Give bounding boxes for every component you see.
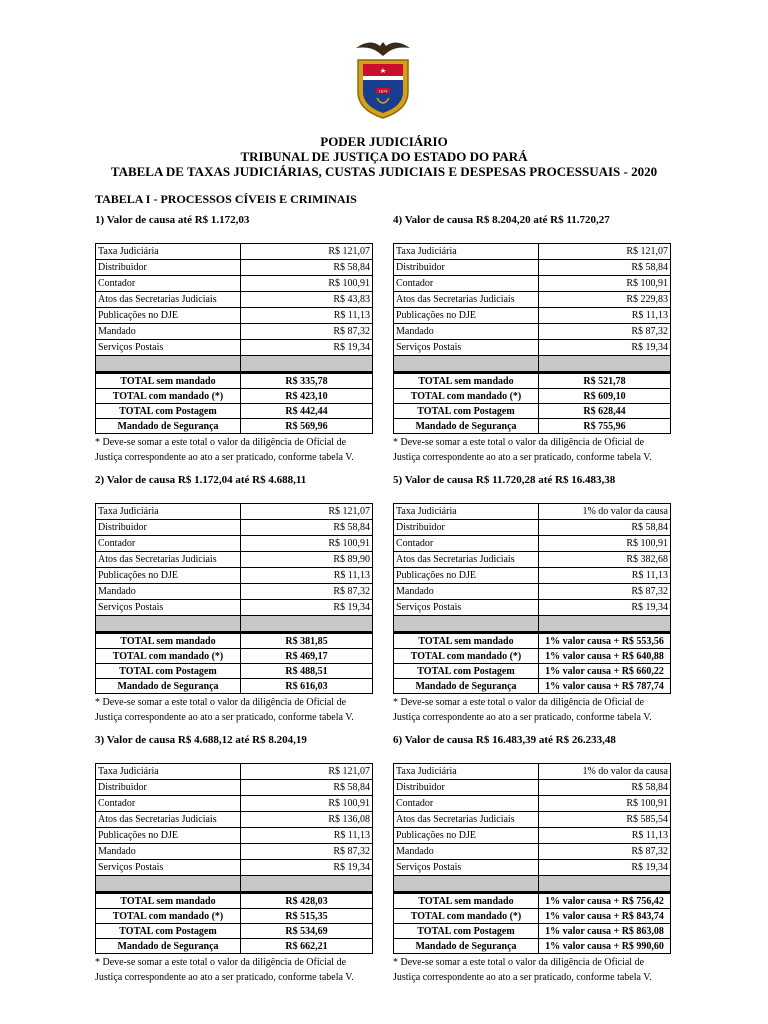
fee-items-table (393, 763, 671, 892)
totals-table (95, 892, 373, 954)
table-row (394, 860, 671, 876)
fee-item-label: Publicações no DJE (96, 568, 241, 584)
fee-item-label: Distribuidor (394, 780, 539, 796)
total-value: 1% valor causa + R$ 863,08 (539, 924, 671, 939)
total-value: R$ 662,21 (241, 939, 373, 954)
total-value: 1% valor causa + R$ 843,74 (539, 909, 671, 924)
table-row (394, 340, 671, 356)
fee-item-label: Mandado (394, 844, 539, 860)
total-label: TOTAL com mandado (*) (394, 909, 539, 924)
fee-item-label: Atos das Secretarias Judiciais (96, 812, 241, 828)
spacer-row (96, 356, 373, 372)
total-value: 1% valor causa + R$ 660,22 (539, 664, 671, 679)
total-label: TOTAL sem mandado (394, 893, 539, 909)
footnote-line: Justiça correspondente ao ato a ser praticado, conforme tabela V. (393, 972, 652, 983)
fee-item-value: R$ 43,83 (241, 292, 373, 308)
fee-item-value: R$ 58,84 (539, 520, 671, 536)
fee-item-label: Serviços Postais (96, 340, 241, 356)
total-label: Mandado de Segurança (394, 939, 539, 954)
fee-item-label: Distribuidor (96, 260, 241, 276)
fee-item-value: 1% do valor da causa (539, 764, 671, 780)
table-row (394, 924, 671, 939)
footnote-line: * Deve-se somar a este total o valor da diligência de Oficial de (95, 697, 347, 708)
table-row (96, 504, 373, 520)
table-row (96, 308, 373, 324)
table-row (96, 812, 373, 828)
fee-item-value: R$ 58,84 (241, 520, 373, 536)
table-row (96, 924, 373, 939)
table-row (96, 909, 373, 924)
table-row (394, 552, 671, 568)
total-label: TOTAL sem mandado (96, 633, 241, 649)
fee-item-value: R$ 11,13 (241, 308, 373, 324)
total-label: TOTAL com mandado (*) (394, 649, 539, 664)
fee-item-value: R$ 11,13 (241, 828, 373, 844)
fee-item-value: R$ 58,84 (539, 260, 671, 276)
fee-item-value: R$ 121,07 (241, 764, 373, 780)
footnote-line: Justiça correspondente ao ato a ser praticado, conforme tabela V. (95, 452, 354, 463)
total-label: TOTAL com Postagem (394, 924, 539, 939)
total-value: R$ 381,85 (241, 633, 373, 649)
total-label: TOTAL com Postagem (96, 664, 241, 679)
total-value: R$ 515,35 (241, 909, 373, 924)
fee-item-value: R$ 11,13 (539, 308, 671, 324)
table-row (394, 764, 671, 780)
table-row (96, 276, 373, 292)
total-value: R$ 442,44 (241, 404, 373, 419)
fee-item-label: Taxa Judiciária (96, 764, 241, 780)
total-value: R$ 423,10 (241, 389, 373, 404)
fee-item-label: Contador (96, 276, 241, 292)
table-row (96, 649, 373, 664)
table-row (96, 292, 373, 308)
spacer-row (394, 356, 671, 372)
total-value: R$ 628,44 (539, 404, 671, 419)
fee-item-label: Atos das Secretarias Judiciais (394, 552, 539, 568)
fee-item-label: Distribuidor (394, 520, 539, 536)
total-label: TOTAL com Postagem (96, 924, 241, 939)
total-value: R$ 755,96 (539, 419, 671, 434)
table-row (394, 584, 671, 600)
fee-item-value: R$ 229,83 (539, 292, 671, 308)
fee-block-title: 3) Valor de causa R$ 4.688,12 até R$ 8.204,19 (95, 734, 307, 746)
table-row (96, 568, 373, 584)
table-row (394, 939, 671, 954)
fee-items-table (95, 503, 373, 632)
fee-item-value: R$ 89,90 (241, 552, 373, 568)
total-label: TOTAL com mandado (*) (394, 389, 539, 404)
header-line-3: TABELA DE TAXAS JUDICIÁRIAS, CUSTAS JUDICIAIS E DESPESAS PROCESSUAIS - 2020 (110, 164, 658, 179)
fee-item-value: R$ 19,34 (241, 600, 373, 616)
fee-item-label: Publicações no DJE (96, 308, 241, 324)
fee-item-label: Atos das Secretarias Judiciais (394, 812, 539, 828)
fee-item-label: Mandado (96, 324, 241, 340)
footnote-line: * Deve-se somar a este total o valor da diligência de Oficial de (393, 437, 645, 448)
fee-item-value: R$ 58,84 (241, 260, 373, 276)
table-row (394, 536, 671, 552)
footnote (393, 955, 670, 985)
table-row (394, 324, 671, 340)
spacer-row (394, 616, 671, 632)
table-row (96, 389, 373, 404)
fee-item-label: Mandado (96, 844, 241, 860)
footnote-line: * Deve-se somar a este total o valor da diligência de Oficial de (95, 957, 347, 968)
fee-item-value: R$ 100,91 (539, 536, 671, 552)
fee-item-label: Serviços Postais (394, 600, 539, 616)
table-row (394, 780, 671, 796)
footnote-line: * Deve-se somar a este total o valor da diligência de Oficial de (393, 957, 645, 968)
fee-item-value: R$ 382,68 (539, 552, 671, 568)
spacer-row (394, 876, 671, 892)
fee-item-label: Contador (394, 276, 539, 292)
table-row (96, 844, 373, 860)
table-row (96, 664, 373, 679)
footnote (393, 695, 670, 725)
table-row (96, 244, 373, 260)
table-row (96, 860, 373, 876)
table-row (394, 292, 671, 308)
fee-item-label: Distribuidor (96, 520, 241, 536)
table-row (394, 504, 671, 520)
fee-item-label: Mandado (394, 324, 539, 340)
fee-item-label: Publicações no DJE (96, 828, 241, 844)
total-value: R$ 609,10 (539, 389, 671, 404)
fee-item-label: Publicações no DJE (394, 828, 539, 844)
fee-item-label: Distribuidor (394, 260, 539, 276)
table-row (96, 536, 373, 552)
footnote-line: Justiça correspondente ao ato a ser praticado, conforme tabela V. (393, 452, 652, 463)
fee-item-value: R$ 19,34 (539, 600, 671, 616)
fee-item-value: R$ 100,91 (241, 276, 373, 292)
total-value: 1% valor causa + R$ 756,42 (539, 893, 671, 909)
fee-item-value: R$ 121,07 (241, 244, 373, 260)
fee-items-table (95, 243, 373, 372)
fee-item-label: Mandado (96, 584, 241, 600)
totals-table (393, 632, 671, 694)
fee-item-label: Taxa Judiciária (96, 244, 241, 260)
fee-block (393, 733, 670, 985)
table-row (96, 584, 373, 600)
table-row (394, 404, 671, 419)
fee-block-title: 5) Valor de causa R$ 11.720,28 até R$ 16.483,38 (393, 474, 616, 486)
fee-item-value: R$ 19,34 (241, 340, 373, 356)
fee-item-value: R$ 11,13 (539, 828, 671, 844)
table-row (96, 520, 373, 536)
fee-item-value: R$ 11,13 (539, 568, 671, 584)
total-label: Mandado de Segurança (394, 679, 539, 694)
fee-block (95, 473, 372, 725)
fee-block (95, 733, 372, 985)
total-value: R$ 569,96 (241, 419, 373, 434)
fee-item-label: Publicações no DJE (394, 568, 539, 584)
table-row (96, 419, 373, 434)
table-row (394, 679, 671, 694)
table-row (394, 893, 671, 909)
total-label: Mandado de Segurança (394, 419, 539, 434)
fee-item-label: Contador (394, 536, 539, 552)
total-label: TOTAL sem mandado (394, 633, 539, 649)
total-value: R$ 469,17 (241, 649, 373, 664)
table-row (394, 844, 671, 860)
fee-item-label: Serviços Postais (96, 600, 241, 616)
table-row (96, 600, 373, 616)
fee-item-value: R$ 58,84 (539, 780, 671, 796)
fee-item-value: R$ 136,08 (241, 812, 373, 828)
totals-table (393, 892, 671, 954)
fee-item-value: R$ 87,32 (241, 584, 373, 600)
fee-item-value: R$ 121,07 (539, 244, 671, 260)
total-label: Mandado de Segurança (96, 419, 241, 434)
totals-table (95, 632, 373, 694)
fee-item-label: Taxa Judiciária (394, 244, 539, 260)
fee-items-table (95, 763, 373, 892)
fee-block (393, 473, 670, 725)
fee-block (393, 213, 670, 465)
fee-item-label: Contador (394, 796, 539, 812)
table-row (96, 324, 373, 340)
fee-block-title: 1) Valor de causa até R$ 1.172,03 (95, 214, 250, 226)
table-row (96, 340, 373, 356)
total-value: R$ 335,78 (241, 373, 373, 389)
table-row (394, 796, 671, 812)
table-row (96, 260, 373, 276)
fee-item-label: Mandado (394, 584, 539, 600)
table-row (96, 404, 373, 419)
table-row (394, 649, 671, 664)
fee-item-value: R$ 11,13 (241, 568, 373, 584)
total-value: 1% valor causa + R$ 640,88 (539, 649, 671, 664)
coat-of-arms-icon (350, 36, 416, 122)
total-value: R$ 521,78 (539, 373, 671, 389)
fee-item-value: R$ 121,07 (241, 504, 373, 520)
total-label: Mandado de Segurança (96, 679, 241, 694)
total-label: TOTAL com Postagem (394, 664, 539, 679)
fee-item-value: R$ 100,91 (241, 796, 373, 812)
footnote-line: Justiça correspondente ao ato a ser praticado, conforme tabela V. (95, 712, 354, 723)
total-value: R$ 488,51 (241, 664, 373, 679)
table-row (394, 244, 671, 260)
total-value: R$ 428,03 (241, 893, 373, 909)
total-value: R$ 534,69 (241, 924, 373, 939)
table-row (394, 520, 671, 536)
footnote-line: Justiça correspondente ao ato a ser praticado, conforme tabela V. (95, 972, 354, 983)
fee-item-label: Taxa Judiciária (394, 764, 539, 780)
spacer-row (96, 616, 373, 632)
fee-item-value: R$ 100,91 (539, 276, 671, 292)
fee-item-label: Atos das Secretarias Judiciais (394, 292, 539, 308)
table-row (96, 893, 373, 909)
total-value: 1% valor causa + R$ 553,56 (539, 633, 671, 649)
fee-item-value: 1% do valor da causa (539, 504, 671, 520)
footnote (95, 955, 372, 985)
fee-item-label: Serviços Postais (96, 860, 241, 876)
table-row (96, 780, 373, 796)
emblem-year: 1874 (378, 89, 388, 94)
fee-item-value: R$ 19,34 (539, 860, 671, 876)
fee-item-value: R$ 87,32 (539, 844, 671, 860)
document-header (0, 134, 768, 179)
table-row (394, 373, 671, 389)
totals-table (393, 372, 671, 434)
fee-item-value: R$ 19,34 (241, 860, 373, 876)
table-row (394, 260, 671, 276)
total-label: TOTAL sem mandado (96, 893, 241, 909)
total-label: TOTAL com Postagem (96, 404, 241, 419)
total-label: TOTAL com mandado (*) (96, 909, 241, 924)
footnote (95, 435, 372, 465)
table-row (394, 664, 671, 679)
fee-item-value: R$ 585,54 (539, 812, 671, 828)
fee-items-table (393, 243, 671, 372)
fee-item-value: R$ 87,32 (539, 324, 671, 340)
fee-block-title: 4) Valor de causa R$ 8.204,20 até R$ 11.720,27 (393, 214, 610, 226)
fee-block (95, 213, 372, 465)
fee-item-label: Taxa Judiciária (96, 504, 241, 520)
total-label: TOTAL com Postagem (394, 404, 539, 419)
fee-item-label: Atos das Secretarias Judiciais (96, 552, 241, 568)
table-row (96, 939, 373, 954)
spacer-row (96, 876, 373, 892)
table-row (96, 764, 373, 780)
table-row (394, 909, 671, 924)
table-row (96, 552, 373, 568)
totals-table (95, 372, 373, 434)
table-row (96, 679, 373, 694)
header-line-1: PODER JUDICIÁRIO (320, 134, 448, 149)
table-row (96, 373, 373, 389)
fee-item-value: R$ 87,32 (539, 584, 671, 600)
fee-item-label: Distribuidor (96, 780, 241, 796)
fee-item-value: R$ 87,32 (241, 844, 373, 860)
table-row (394, 812, 671, 828)
fee-item-label: Serviços Postais (394, 860, 539, 876)
fee-block-title: 2) Valor de causa R$ 1.172,04 até R$ 4.688,11 (95, 474, 307, 486)
fee-item-value: R$ 19,34 (539, 340, 671, 356)
fee-items-table (393, 503, 671, 632)
table-row (394, 389, 671, 404)
total-label: TOTAL com mandado (*) (96, 649, 241, 664)
total-value: 1% valor causa + R$ 787,74 (539, 679, 671, 694)
footnote-line: Justiça correspondente ao ato a ser praticado, conforme tabela V. (393, 712, 652, 723)
fee-item-value: R$ 100,91 (241, 536, 373, 552)
footnote (393, 435, 670, 465)
fee-item-value: R$ 87,32 (241, 324, 373, 340)
table-row (394, 568, 671, 584)
footnote-line: * Deve-se somar a este total o valor da diligência de Oficial de (95, 437, 347, 448)
table-title: TABELA I - PROCESSOS CÍVEIS E CRIMINAIS (95, 192, 357, 206)
table-row (394, 276, 671, 292)
table-row (96, 633, 373, 649)
fee-item-label: Contador (96, 796, 241, 812)
header-line-2: TRIBUNAL DE JUSTIÇA DO ESTADO DO PARÁ (240, 149, 528, 164)
fee-item-label: Contador (96, 536, 241, 552)
fee-item-value: R$ 58,84 (241, 780, 373, 796)
total-label: TOTAL com mandado (*) (96, 389, 241, 404)
fee-block-title: 6) Valor de causa R$ 16.483,39 até R$ 26.233,48 (393, 734, 616, 746)
fee-item-label: Serviços Postais (394, 340, 539, 356)
footnote (95, 695, 372, 725)
table-row (394, 419, 671, 434)
fee-item-label: Publicações no DJE (394, 308, 539, 324)
total-value: R$ 616,03 (241, 679, 373, 694)
table-row (96, 828, 373, 844)
total-label: Mandado de Segurança (96, 939, 241, 954)
fee-item-value: R$ 100,91 (539, 796, 671, 812)
table-row (394, 308, 671, 324)
total-label: TOTAL sem mandado (96, 373, 241, 389)
table-row (394, 600, 671, 616)
footnote-line: * Deve-se somar a este total o valor da diligência de Oficial de (393, 697, 645, 708)
table-row (394, 633, 671, 649)
total-value: 1% valor causa + R$ 990,60 (539, 939, 671, 954)
total-label: TOTAL sem mandado (394, 373, 539, 389)
fee-item-label: Atos das Secretarias Judiciais (96, 292, 241, 308)
table-row (96, 796, 373, 812)
fee-item-label: Taxa Judiciária (394, 504, 539, 520)
table-row (394, 828, 671, 844)
